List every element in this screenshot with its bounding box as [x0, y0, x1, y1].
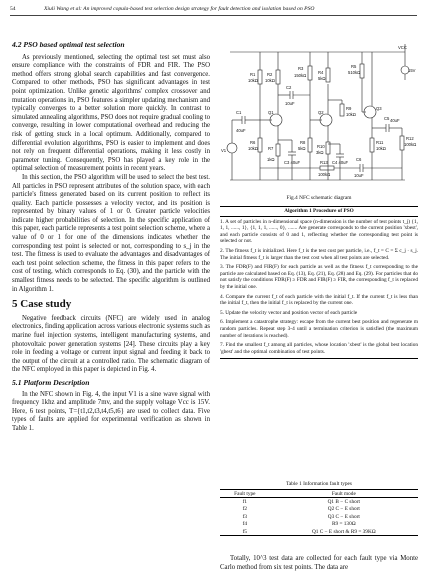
- svg-text:3kΩ: 3kΩ: [316, 150, 324, 155]
- section-5-heading: 5 Case study: [12, 298, 72, 311]
- svg-text:40uF: 40uF: [390, 118, 400, 123]
- fault-type-table: [220, 489, 418, 536]
- svg-text:10kΩ: 10kΩ: [248, 78, 258, 83]
- nfc-schematic-svg: [220, 40, 418, 190]
- svg-text:5kΩ: 5kΩ: [298, 146, 306, 151]
- svg-text:R2: R2: [267, 72, 273, 77]
- table-cell: f2: [242, 506, 248, 513]
- algorithm-step-7: 7. Find the smallest f_t among all particles, whose location 'xbest' is the global best location 'gbest' and the optimal combination of test points.: [220, 342, 418, 355]
- svg-text:150kΩ: 150kΩ: [294, 73, 307, 78]
- table-cell: Q1 C − E short & R9 = 39KΩ: [311, 528, 376, 535]
- algorithm-title: Algorithm 1 Procedure of PSO: [220, 206, 418, 217]
- table-cell: f4: [242, 521, 248, 528]
- table-cell: R9 = 130Ω: [331, 521, 356, 528]
- table-row: [220, 521, 418, 528]
- svg-text:100kΩ: 100kΩ: [318, 172, 331, 177]
- svg-text:10uF: 10uF: [354, 173, 364, 178]
- table-cell: f3: [242, 513, 248, 520]
- algorithm-step-2: 2. The fitness f_t is initialized. Here f_t is the test cost per particle, i.e., f_t = C = Σ c_j · s_j. The initial fitness f_t is larger than the test cost when all test points are selected.: [220, 247, 418, 261]
- table-cell: f5: [242, 528, 248, 535]
- v1-label: V1: [221, 148, 227, 153]
- svg-text:R12: R12: [406, 136, 414, 141]
- svg-text:C2: C2: [286, 85, 292, 90]
- svg-text:C1: C1: [236, 110, 242, 115]
- table-row: [220, 506, 418, 513]
- algorithm-bottom-rule: [220, 358, 418, 359]
- table-cell: Q2 C − E short: [327, 506, 360, 513]
- table-cell: Q1 B − C short: [327, 499, 361, 506]
- table-header-cell: Fault mode: [331, 490, 356, 497]
- svg-text:R11: R11: [376, 140, 384, 145]
- svg-text:10uF: 10uF: [285, 101, 295, 106]
- svg-text:C5: C5: [384, 116, 390, 121]
- table-cell: f1: [242, 499, 248, 506]
- nfc-schematic-figure: [220, 40, 418, 190]
- table-header-cell: Fault type: [234, 490, 256, 497]
- svg-text:510kΩ: 510kΩ: [348, 70, 361, 75]
- svg-text:10kΩ: 10kΩ: [265, 78, 275, 83]
- svg-text:R13: R13: [320, 160, 328, 165]
- table-row: [220, 513, 418, 520]
- svg-text:R6: R6: [250, 140, 256, 145]
- closing-paragraph: Totally, 10^3 test data are collected for each fault type via Monte Carlo method from six test points. The data are: [220, 555, 418, 571]
- section-5-1-heading: 5.1 Platform Description: [12, 377, 90, 387]
- section-5-paragraph-1: Negative feedback circuits (NFC) are widely used in analog electronics, finding application across various electronic systems such as marine fuel injection systems, intelligent manufacturing systems, and photovoltaic power generation systems [24]. These circuits play a key role in feeding a voltage or current input signal and feeding it back to the output of the circuit at a controlled ratio. The schematic diagram of the NFC employed in this paper is depicted in Fig. 4.: [12, 314, 210, 374]
- algorithm-step-4: 4. Compare the current f_t of each particle with the initial f_t. If the current f_t is less than the initial f_t, then the initial f_t is replaced by the current one.: [220, 293, 418, 307]
- header-rule: [10, 15, 417, 16]
- svg-text:R10: R10: [317, 144, 325, 149]
- svg-text:C3 40uF: C3 40uF: [284, 160, 301, 165]
- table-row: [220, 498, 418, 506]
- svg-text:Q2: Q2: [318, 110, 324, 115]
- figure-caption: Fig.4 NFC schematic diagram: [286, 195, 352, 201]
- left-column: [12, 41, 210, 434]
- table-caption: Table 1 Information fault types: [286, 481, 352, 487]
- svg-text:R4: R4: [318, 70, 324, 75]
- algorithm-step-1: 1. A set of particles in n-dimensional space (n-dimension is the number of test points t_j) {1, 1, 1, ......, 1}, {1, 1, 1, ......, 0}, ....... Are generate corresponds to the current position 'xbest', and each particle consists of 0 and 1, reflecting whether the corresponding test point is selected or not.: [220, 218, 418, 245]
- table-header-row: [220, 490, 418, 498]
- svg-text:R7: R7: [268, 146, 274, 151]
- section-4-2-paragraph-2: In this section, the PSO algorithm will be used to select the best test. All particles in PSO represent attributes of the solution space, with each particle's fitness generated based on its current position to reflect its quality. Each particle possesses a velocity vector, and its position is represented by binary values of 1 or 0. Greater particle velocities indicate higher probabilities of selection. In the specific application of this paper, each particle represents a test point selection scheme, where a value of 0 or 1 for one of the dimensions indicates whether the corresponding test point is selected or not, corresponding to s_j in the test. The fitness is used to evaluate the advantages and disadvantages of each test point selection scheme, the fitness in this paper refers to the cost of testing, which corresponds to Eq. (30), and the particle with the smallest fitness needs to be selected. The specific algorithm is outlined in Algorithm 1.: [12, 173, 210, 293]
- svg-text:R5: R5: [351, 64, 357, 69]
- svg-text:C6: C6: [356, 157, 362, 162]
- section-4-2-heading: 4.2 PSO based optimal test selection: [12, 40, 125, 49]
- algorithm-step-6: 6. Implement a catastrophe strategy: escape from the current best position and regenerate m random particles. Repeat step 3-4 until a termination criterion is satisfied (the maximum number of iterations is reached).: [220, 319, 418, 339]
- svg-text:10kΩ: 10kΩ: [346, 112, 356, 117]
- svg-text:Q3: Q3: [376, 106, 382, 111]
- svg-text:R3: R3: [298, 66, 304, 71]
- svg-text:40uF: 40uF: [236, 128, 246, 133]
- running-head-title: Xiuli Wang et al: An improved copula-based test selection design strategy for fault detection and isolation based on PSO: [44, 6, 315, 12]
- svg-text:100kΩ: 100kΩ: [404, 142, 417, 147]
- algorithm-step-5: 5. Update the velocity vector and position vector of each particle: [220, 309, 358, 316]
- section-4-2-paragraph-1: As previously mentioned, selecting the optimal test set must also ensure compliance with the constraints of FDR and FIR. The PSO method offers strong global search capabilities and fast convergence. Compared to other methods, PSO has significant advantages in test point optimization. Unlike genetic algorithms' complex crossover and mutation operations in, PSO features a simpler updating mechanism and typically converges to a better solution more quickly. In contrast to simulated annealing algorithms, PSO does not require gradual cooling to converge, resulting in lower computational overhead and reducing the risk of getting stuck in a local optimum. Additionally, compared to differential evolution algorithms, PSO is easier to implement and does not rely on frequent differential operations, making it less costly in parameter tuning. Consequently, PSO has played a key role in the optimal selection of measurement points in recent years.: [12, 53, 210, 173]
- table-cell: Q3 C − E short: [327, 513, 360, 520]
- svg-text:5kΩ: 5kΩ: [318, 76, 326, 81]
- table-1: [220, 481, 418, 536]
- svg-text:R1: R1: [250, 72, 256, 77]
- svg-text:Q1: Q1: [268, 110, 274, 115]
- svg-text:10kΩ: 10kΩ: [248, 146, 258, 151]
- algorithm-step-3: 3. The FDR(F) and FIR(F) for each particle as well as the fitness f_t corresponding to the particle are calculated based on Eq. (13), Eq. (21), Eq. (28) and Eq. (29). For particles that do not satisfy the conditions FDR(F) ≥ FDR and FIR(F) ≥ FIR, the corresponding f_t is replaced by the initial one.: [220, 264, 418, 290]
- svg-text:R9: R9: [346, 106, 352, 111]
- vcc-label: VCC: [398, 45, 407, 50]
- svg-text:1kΩ: 1kΩ: [267, 157, 275, 162]
- supply-label: 15V: [408, 68, 416, 73]
- page-number: 54: [10, 6, 16, 12]
- table-row: [220, 528, 418, 536]
- svg-text:R8: R8: [300, 140, 306, 145]
- algorithm-box: [220, 206, 418, 359]
- svg-text:10kΩ: 10kΩ: [376, 146, 386, 151]
- svg-text:C4 40uF: C4 40uF: [332, 160, 349, 165]
- section-5-1-paragraph: In the NFC shown in Fig. 4, the input V1 is a sine wave signal with frequency 1khz and amplitude 7mv, and the supply voltage Vcc is 15V. Here, 6 test points, T={t1,t2,t3,t4,t5,t6} are used to collect data. Five types of faults are applied for experimental verification as shown in Table 1.: [12, 390, 210, 432]
